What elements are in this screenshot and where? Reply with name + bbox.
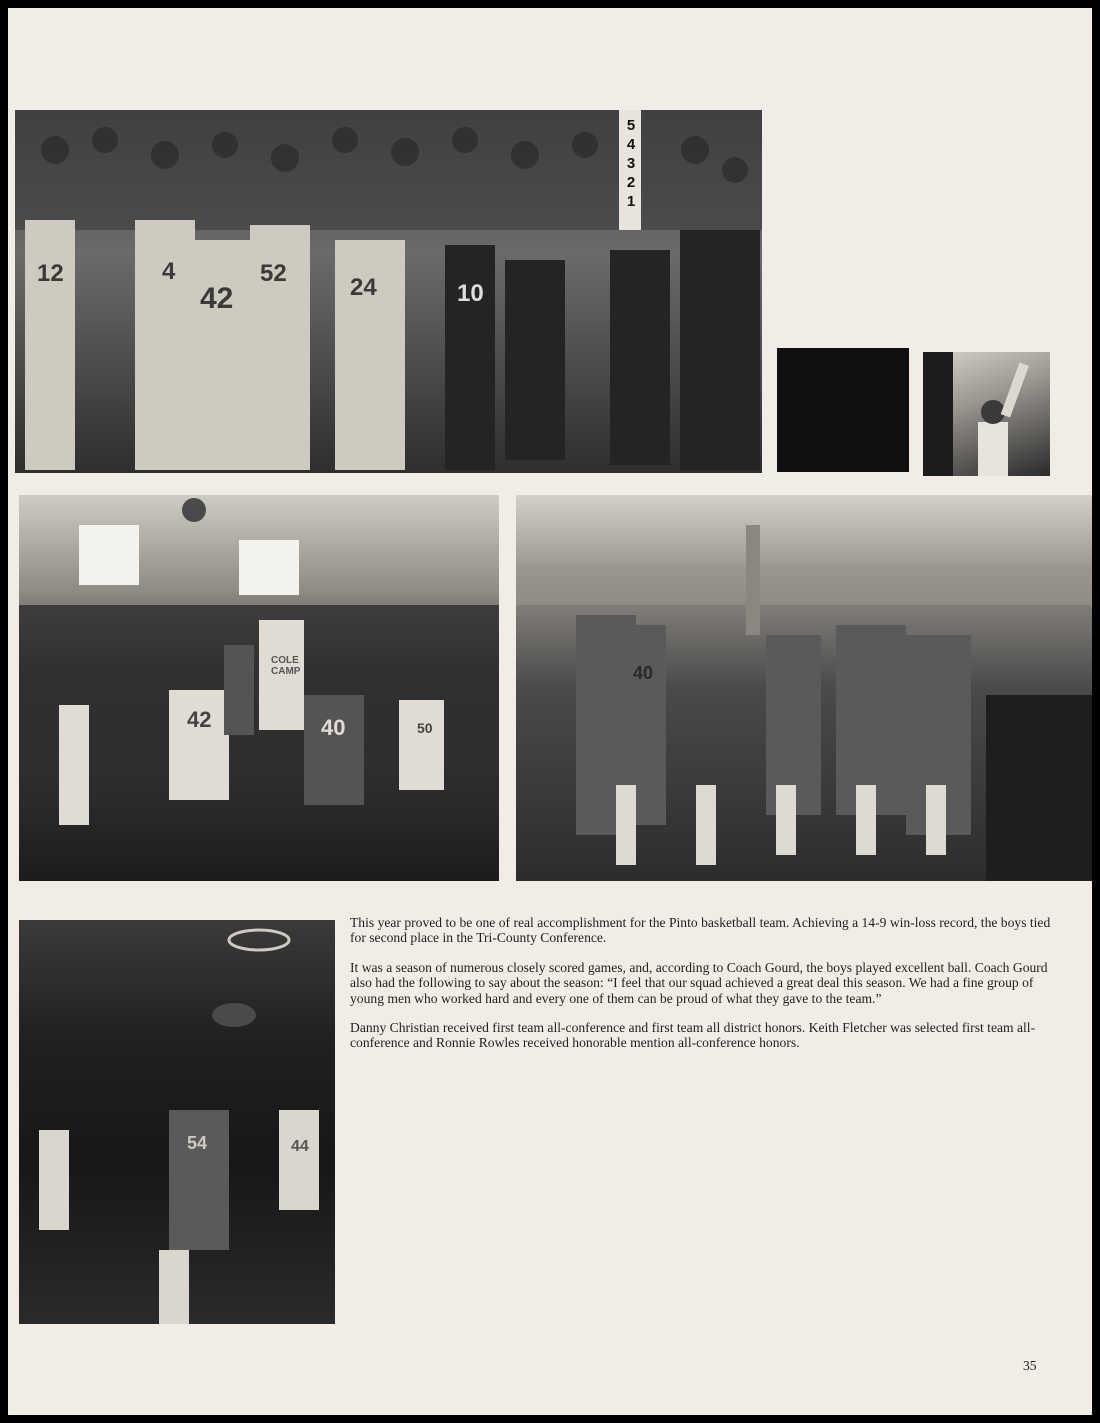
team-trophy-illustration (15, 110, 762, 473)
jersey-number: 52 (260, 260, 287, 287)
team-trophy-photo (15, 110, 762, 473)
cheering-player-illustration (923, 352, 1050, 476)
jersey-number: 40 (321, 715, 346, 740)
rebound-photo (19, 920, 335, 1324)
cheering-player-photo (923, 352, 1050, 476)
jersey-number: 50 (417, 720, 433, 736)
game-action-photo (19, 495, 499, 881)
jersey-number: 42 (200, 282, 234, 315)
celebration-photo (516, 495, 1092, 881)
jersey-number: 12 (37, 260, 64, 287)
article-paragraph: Danny Christian received first team all-conference and first team all district honors. Keith Fletcher was selected first team all-conference and Ronnie Rowles received honorable mention all-conference honors. (350, 1020, 1036, 1051)
rebound-illustration (19, 920, 335, 1324)
jersey-number: 40 (633, 663, 654, 683)
page-number: 35 (1023, 1358, 1037, 1373)
jersey-number: 42 (187, 707, 212, 732)
jersey-number: 44 (291, 1138, 309, 1155)
jersey-number: 24 (350, 274, 377, 301)
jersey-number: 10 (457, 280, 484, 307)
article-paragraph: It was a season of numerous closely scored games, and, according to Coach Gourd, the boys played excellent ball. Coach Gourd also had the following to say about the season: “I feel that our squad achieved a great deal this season. We had a fine group of young men who worked hard and every one of them can be proud of what they gave to the team.” (350, 959, 1048, 1006)
dark-photo (777, 348, 909, 472)
article-paragraph: This year proved to be one of real accomplishment for the Pinto basketball team. Achieving a 14-9 win-loss record, the boys tied for second place in the Tri-County Conference. (350, 915, 1051, 946)
game-action-illustration (19, 495, 499, 881)
jersey-number: 4 (162, 258, 176, 285)
scoreboard: 5 4 3 2 1 (626, 117, 636, 210)
yearbook-page (8, 8, 1092, 1415)
shirt-text: COLE CAMP (271, 655, 301, 677)
jersey-number: 54 (187, 1133, 208, 1153)
article-text (350, 915, 1062, 1065)
celebration-illustration (516, 495, 1092, 881)
